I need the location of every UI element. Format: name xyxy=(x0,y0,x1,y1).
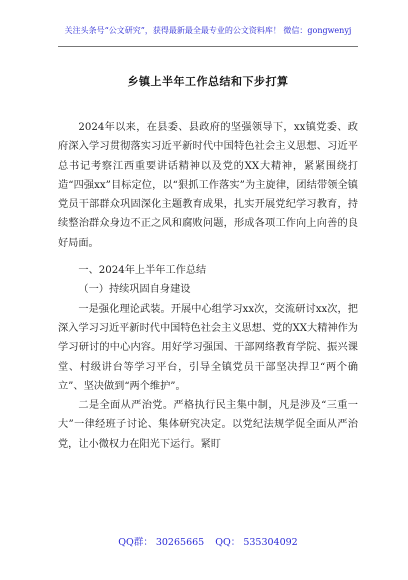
document-title: 乡镇上半年工作总结和下步打算 xyxy=(127,75,289,88)
section-heading: 一、2024年上半年工作总结 xyxy=(78,265,207,277)
footer-qq-group: QQ群： 30265665 xyxy=(118,537,205,548)
intro-paragraph: 2024年以来，在县委、县政府的坚强领导下，xx镇党委、政府深入学习贯彻落实习近平新时代中国特色社会主义思想、习近平总书记考察江西重要讲话精神以及党的XX大精神，紧紧围绕打造“四强xx”目标定位，以“狠抓工作落实”为主旋律，团结带领全镇党员干部群众巩固深化主题教育成果，扎实开展党纪学习教育，持续整治群众身边不正之风和腐败问题，形成各项工作向上向善的良好局面。 xyxy=(58,122,358,249)
subsection-heading: （一）持续巩固自身建设 xyxy=(78,284,191,296)
footer-qq: QQ： 535304092 xyxy=(215,537,298,548)
paragraph-discipline: 二是全面从严治党。严格执行民主集中制，凡是涉及“三重一大”一律经班子讨论、集体研究决定。以党纪法规学促全面从严治党，让小微权力在阳光下运行。紧盯 xyxy=(58,400,358,450)
header-notice: 关注头条号“公文研究”，获得最新最全最专业的公文资料库！ 微信：gongwenyj xyxy=(64,26,352,35)
paragraph-theory: 一是强化理论武装。开展中心组学习xx次，交流研讨xx次，把深入学习习近平新时代中国特色社会主义思想、党的XX大精神作为学习研讨的中心内容。用好学习强国、干部网络教育学院、振兴课堂、村级讲台等学习平台，引导全镇党员干部坚决捍卫“两个确立”、坚决做到“两个维护”。 xyxy=(58,303,358,392)
footer-contact xyxy=(58,534,358,548)
document-body xyxy=(58,118,358,454)
header-divider xyxy=(58,46,358,47)
